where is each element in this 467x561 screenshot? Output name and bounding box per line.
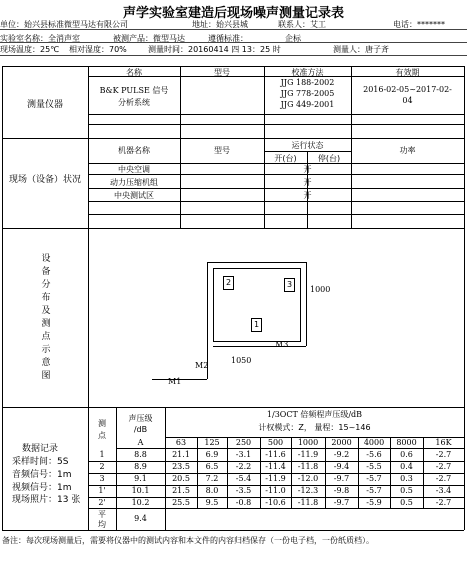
point-cell: 1'	[98, 486, 106, 495]
octave-subtitle: 计权模式：Z， 量程：15~146	[258, 423, 371, 432]
col-point-line2: 点	[98, 431, 106, 440]
band-value-cell: 23.5	[172, 462, 190, 471]
band-value-cell: -9.7	[333, 474, 350, 483]
data-section-label: 数据记录	[22, 444, 59, 454]
band-value-cell: -5.5	[366, 462, 382, 471]
equipment-row-2-status: 开	[303, 178, 312, 187]
band-header: 1000	[297, 438, 319, 447]
instrument-col-model: 型号	[214, 68, 230, 77]
instrument-name-line2: 分析系统	[118, 98, 150, 107]
header-standard: 遵循标准：	[208, 34, 248, 43]
band-value-cell: -11.6	[265, 450, 286, 459]
header-time: 测量时间：20160414 四 13：25 时	[148, 45, 281, 54]
equipment-col-power: 功率	[399, 146, 416, 155]
equipment-col-off: 停(台)	[317, 154, 341, 163]
band-value-cell: -11.0	[265, 486, 286, 495]
instrument-name-line1: B&K PULSE 信号	[99, 86, 169, 95]
band-value-cell: 0.5	[400, 486, 413, 495]
band-value-cell: -10.6	[265, 498, 286, 507]
instrument-col-validity: 有效期	[395, 68, 420, 77]
band-value-cell: 21.5	[172, 486, 190, 495]
band-value-cell: 21.1	[172, 450, 190, 459]
equipment-row-1-name: 中央空调	[118, 165, 150, 174]
band-header: 63	[175, 438, 187, 447]
equipment-col-on: 开(台)	[274, 154, 297, 163]
band-value-cell: -3.5	[235, 486, 252, 495]
band-value-cell: -9.2	[333, 450, 350, 459]
band-value-cell: -12.3	[297, 486, 319, 495]
band-value-cell: -2.7	[435, 498, 452, 507]
band-value-cell: -5.9	[366, 498, 382, 507]
band-value-cell: -11.8	[297, 498, 319, 507]
band-value-cell: -11.9	[265, 474, 286, 483]
avg-label-line1: 平	[98, 510, 106, 519]
equipment-col-status: 运行状态	[291, 141, 324, 150]
band-value-cell: -12.0	[297, 474, 319, 483]
spl-cell: 8.8	[134, 450, 147, 459]
video-signal: 视频信号：1m	[12, 483, 72, 493]
band-value-cell: -3.1	[235, 450, 252, 459]
col-spl-line2: /dB	[133, 425, 148, 434]
header-lab: 实验室名称：全消声室	[0, 34, 80, 43]
equipment-row-3-status: 开	[303, 191, 312, 200]
band-value-cell: -2.7	[435, 462, 452, 471]
band-header: 500	[267, 438, 284, 447]
band-value-cell: -0.8	[235, 498, 252, 507]
label-m1: M1	[168, 377, 182, 386]
instrument-col-name: 名称	[126, 68, 142, 77]
spl-cell: 8.9	[134, 462, 147, 471]
octave-title: 1/3OCT 倍频程声压级/dB	[266, 410, 363, 419]
avg-spl-value: 9.4	[134, 514, 147, 523]
instrument-method-2: JJG 778-2005	[280, 89, 335, 98]
band-value-cell: 0.4	[400, 462, 413, 471]
band-value-cell: 0.6	[400, 450, 413, 459]
point-2-marker: 2	[223, 276, 234, 290]
band-value-cell: -9.7	[333, 498, 350, 507]
band-value-cell: -11.8	[297, 462, 319, 471]
equipment-row-3-name: 中央测试区	[114, 191, 154, 200]
band-header: 4000	[363, 438, 385, 447]
point-cell: 1	[99, 450, 105, 459]
equipment-row-1-status: 开	[303, 165, 312, 174]
dimension-1000: 1000	[310, 285, 331, 294]
point-3-marker: 3	[284, 278, 295, 292]
band-value-cell: -2.7	[435, 474, 452, 483]
equipment-col-name: 机器名称	[118, 146, 150, 155]
equipment-row-2-name: 动力压缩机组	[110, 178, 158, 187]
label-m3: M3	[275, 340, 289, 349]
band-value-cell: -5.6	[366, 450, 382, 459]
equipment-col-model: 型号	[214, 146, 230, 155]
instrument-method-3: JJG 449-2001	[280, 100, 335, 109]
band-header: 125	[204, 438, 220, 447]
footer-note: 备注：每次现场测量后，需要将仪器中的测试内容和本文件的内容归档保存（一份电子档，一份纸质档）。	[2, 536, 374, 545]
band-value-cell: 7.2	[205, 474, 219, 483]
header-phone: 电话：*******	[393, 20, 445, 29]
dimension-1050: 1050	[231, 356, 252, 365]
band-header: 250	[235, 438, 252, 447]
header-humidity: 相对湿度：70%	[69, 45, 127, 54]
col-spl-weight: A	[137, 438, 144, 447]
band-header: 2000	[331, 438, 352, 447]
instrument-validity-line1: 2016-02-05~2017-02-	[363, 85, 452, 94]
band-value-cell: 0.3	[400, 474, 413, 483]
point-cell: 2	[99, 462, 105, 471]
equipment-section-label: 现场（设备）状况	[8, 175, 81, 185]
band-value-cell: 9.5	[205, 498, 219, 507]
point-cell: 2'	[98, 498, 106, 507]
header-standard-value: 企标	[285, 34, 301, 43]
header-measurer: 测量人：唐子斉	[333, 45, 389, 54]
band-value-cell: -2.2	[235, 462, 252, 471]
point-1-marker: 1	[251, 318, 262, 332]
header-unit: 单位：始兴县标准微型马达有限公司	[0, 20, 128, 29]
band-value-cell: 25.5	[172, 498, 190, 507]
band-header: 16K	[435, 438, 452, 447]
band-value-cell: 20.5	[172, 474, 190, 483]
instrument-section-label: 测量仪器	[26, 100, 63, 110]
band-value-cell: -2.7	[435, 450, 452, 459]
instrument-method-1: JJG 188-2002	[280, 78, 335, 87]
band-value-cell: -5.7	[366, 486, 382, 495]
band-value-cell: -11.9	[297, 450, 319, 459]
label-m2: M2	[195, 361, 209, 370]
band-value-cell: -11.4	[265, 462, 286, 471]
site-photos: 现场照片：13 张	[12, 495, 81, 505]
diagram-section-label: 设 备 分 布 及 测 点 示 意 图	[41, 254, 51, 381]
spl-cell: 10.1	[131, 486, 150, 495]
page-title: 声学实验室建造后现场噪声测量记录表	[122, 6, 344, 21]
avg-label-line2: 均	[98, 520, 106, 529]
band-value-cell: 0.5	[400, 498, 413, 507]
spl-cell: 9.1	[134, 474, 147, 483]
header-temp: 现场温度：25℃	[0, 45, 60, 54]
spl-cell: 10.2	[131, 498, 150, 507]
band-value-cell: 6.5	[205, 462, 219, 471]
band-value-cell: 8.0	[205, 486, 219, 495]
band-value-cell: -5.4	[235, 474, 252, 483]
band-value-cell: -9.4	[333, 462, 350, 471]
header-address: 地址：始兴县城	[192, 20, 248, 29]
instrument-col-method: 校准方法	[291, 68, 324, 77]
band-header: 8000	[396, 438, 417, 447]
header-contact: 联系人：艾工	[278, 20, 326, 29]
col-point-line1: 测	[98, 419, 106, 428]
instrument-validity-line2: 04	[402, 96, 413, 105]
sampling-time: 采样时间：5S	[12, 457, 69, 467]
band-value-cell: -5.7	[366, 474, 382, 483]
col-spl-line1: 声压级	[128, 414, 153, 423]
band-value-cell: -9.8	[333, 486, 350, 495]
point-cell: 3	[99, 474, 105, 483]
audio-signal: 音频信号：1m	[12, 470, 72, 480]
band-value-cell: -3.4	[435, 486, 452, 495]
band-value-cell: 6.9	[205, 450, 219, 459]
header-product: 被测产品：微型马达	[113, 34, 185, 43]
